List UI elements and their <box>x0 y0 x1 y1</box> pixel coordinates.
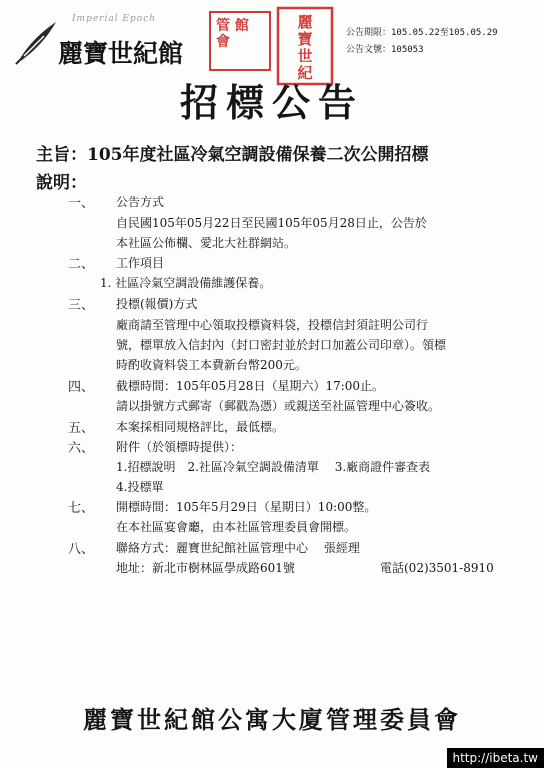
item-number: 七、 <box>68 501 95 516</box>
item-number: 六、 <box>68 441 95 456</box>
item-line: 請以掛號方式郵寄（郵戳為憑）或親送至社區管理中心簽收。 <box>116 399 441 413</box>
item-head: 工作項目 <box>116 256 165 270</box>
notice-number: 公告文號：105053 <box>346 45 424 55</box>
item-line: 本社區公佈欄、愛北大社群網站。 <box>116 236 297 250</box>
item-number: 四、 <box>68 380 95 395</box>
item-line: 1.招標說明 2.社區冷氣空調設備清單 3.廠商證件審查表 <box>116 460 431 474</box>
seal-char: 管 <box>216 18 230 34</box>
logo-name: 麗寶世紀館 <box>58 39 184 68</box>
address-line: 地址：新北市樹林區學成路601號 <box>116 561 295 575</box>
watermark: http://ibeta.tw <box>447 748 544 768</box>
seal-char: 麗 <box>297 13 313 31</box>
feather-logo-icon <box>14 18 60 66</box>
notice-period: 公告期限：105.05.22至105.05.29 <box>346 28 498 38</box>
logo-script-text: Imperial Epoch <box>72 14 157 24</box>
seal-char: 世 <box>297 47 313 65</box>
item-line: 1. 社區冷氣空調設備維護保養。 <box>100 276 272 290</box>
item-line: 時酌收資料袋工本費新台幣200元。 <box>116 358 307 372</box>
phone-number: 電話(02)3501-8910 <box>380 561 494 575</box>
item-number: 八、 <box>68 542 95 557</box>
item-head: 本案採相同規格評比，最低標。 <box>116 420 285 434</box>
notice-info <box>346 25 498 59</box>
seal-char: 紀 <box>297 64 313 82</box>
logo <box>14 12 184 70</box>
item-head: 截標時間：105年05月28日（星期六）17:00止。 <box>116 379 385 393</box>
page-title: 招標公告 <box>179 80 364 125</box>
item-line: 號，標單放入信封內（封口密封並於封口加蓋公司印章）。領標 <box>116 338 447 352</box>
item-line: 自民國105年05月22日至民國105年05月28日止，公告於 <box>116 216 427 230</box>
seal-char: 館 <box>234 18 249 34</box>
item-number: 五、 <box>68 421 95 436</box>
item-head: 投標(報價)方式 <box>116 297 198 311</box>
item-head: 開標時間：105年5月29日（星期日）10:00整。 <box>116 500 377 514</box>
item-number: 一、 <box>68 196 95 211</box>
organization-name: 麗寶世紀館公寓大廈管理委員會 <box>83 705 461 734</box>
item-head: 聯絡方式：麗寶世紀館社區管理中心 張經理 <box>116 541 360 555</box>
explain-label: 說明： <box>36 173 87 193</box>
seal-char: 寶 <box>297 30 313 48</box>
item-number: 三、 <box>68 298 95 313</box>
item-line: 廠商請至管理中心領取投標資料袋，投標信封須註明公司行 <box>116 318 429 332</box>
seal-char: 會 <box>216 34 230 50</box>
item-head: 附件（於領標時提供）： <box>116 440 243 454</box>
item-line: 在本社區宴會廳，由本社區管理委員會開標。 <box>116 520 357 534</box>
item-number: 二、 <box>68 257 95 272</box>
item-head: 公告方式 <box>116 195 165 209</box>
item-line: 4.投標單 <box>116 480 164 494</box>
subject-line: 主旨：105年度社區冷氣空調設備保養二次公開招標 <box>36 145 429 165</box>
seal-stamp-left <box>208 10 272 72</box>
